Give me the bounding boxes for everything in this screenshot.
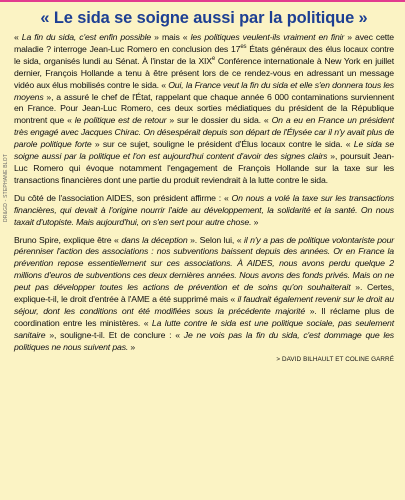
body-text: » (251, 216, 259, 227)
article-title: « Le sida se soigne aussi par la politique » (40, 9, 368, 27)
article-paragraph (14, 235, 394, 354)
body-text: Bruno Spire, explique être « (14, 234, 122, 245)
body-text: », poursuit Jean-Luc Romero qui évoque notamment l'engagement de François Hollande sur la taxe sur les transactions financières dont une partie du produit reviendrait à la lutte contre le sida. (14, 151, 394, 185)
quote-text: On nous a volé la taxe sur les transactions financières, qui devait à l'origine nourrir l'aide au développement, la solidarité et la santé. On nous taxait d'utopiste. Mais aujourd'hui, on s'en sert pour autre chose. (14, 192, 394, 227)
body-text: « (14, 32, 22, 42)
quote-text: les politiques veulent-ils vraiment en finir (190, 32, 345, 42)
photo-credit: DR&GD - STEPHANE BLOT (3, 153, 9, 222)
article-paragraph (14, 193, 394, 229)
body-text: », souligne-t-il. Et de conclure : « (45, 329, 184, 340)
quote-text: il n'y a pas de politique volontariste pour pérenniser l'action des associations : nos subventions baissent depuis des années. Or en France la prévention repose essentiellement sur ces associations. À AIDES, nous avons perdu quelque 2 millions d'euros de subventions ces deux dernières années. Nous avons des fonds privés. Mais on ne peut pas développer toutes les actions de prévention et de soins qu'on souhaiterait (14, 234, 394, 293)
quote-text: Oui, la France veut la fin du sida et elle s'en donnera tous les moyens (14, 79, 395, 102)
body-text: ». Selon lui, « (187, 234, 244, 245)
article-body (14, 32, 394, 354)
quote-text: le politique est de retour (74, 115, 167, 126)
body-text: ». Certes, explique-t-il, le droit d'entrée à l'AME a été supprimé mais « (14, 282, 394, 305)
quote-text: On a eu en France un président très engagé avec Jacques Chirac. On désespérait depuis son départ de l'Élysée car il n'y avait plus de parole politique forte (14, 115, 394, 150)
quote-text: La fin du sida, c'est enfin possible (21, 32, 152, 42)
body-text: » sur le dossier du sida. « (166, 115, 272, 126)
body-text: » sur ce sujet, souligne le président d'Élus locaux contre le sida. « (91, 139, 354, 150)
superscript-text: es (240, 44, 247, 51)
body-text: États généraux des élus locaux contre le sida, organisés lundi au Sénat. À l'instar de la XIX (14, 43, 394, 66)
article-paragraph (14, 32, 394, 187)
quote-text: il faudrait également revenir sur le droit au séjour, dont les conditions ont été modifiées sous la précédente majorité (14, 294, 394, 316)
quote-text: dans la déception (121, 234, 188, 245)
quote-text: La lutte contre le sida est une politique sociale, pas seulement sanitaire (14, 317, 394, 340)
article-byline: > DAVID BILHAULT ET COLINE GARRÉ (276, 355, 394, 363)
body-text: Conférence internationale à New York en juillet dernier, François Hollande a tenu à être présent lors de ce rendez-vous en adressant un message vidéo aux élus mobilisés contre le sida. « (14, 55, 394, 90)
body-text: » avec cette maladie ? interroge Jean-Luc Romero en conclusion des 17 (14, 32, 394, 54)
quote-text: Le sida se soigne aussi par la politique et l'on est aujourd'hui content d'avoir des signes clairs (14, 139, 394, 162)
superscript-text: e (211, 55, 216, 62)
body-text: » (128, 341, 136, 352)
body-text: Du côté de l'association AIDES, son président affirme : « (14, 192, 232, 203)
body-text: », a assuré le chef de l'État, rappelant que chaque année 6 000 contaminations surviennent en France. Pour Jean-Luc Romero, ces deux sorties médiatiques du président de la République montrent que « (14, 91, 394, 126)
body-text: ». Il réclame plus de coordination entre les ministères. « (14, 305, 395, 328)
body-text: » mais « (151, 32, 191, 42)
quote-text: Je ne vois pas la fin du sida, c'est dommage que les politiques ne nous suivent pas. (14, 329, 394, 352)
